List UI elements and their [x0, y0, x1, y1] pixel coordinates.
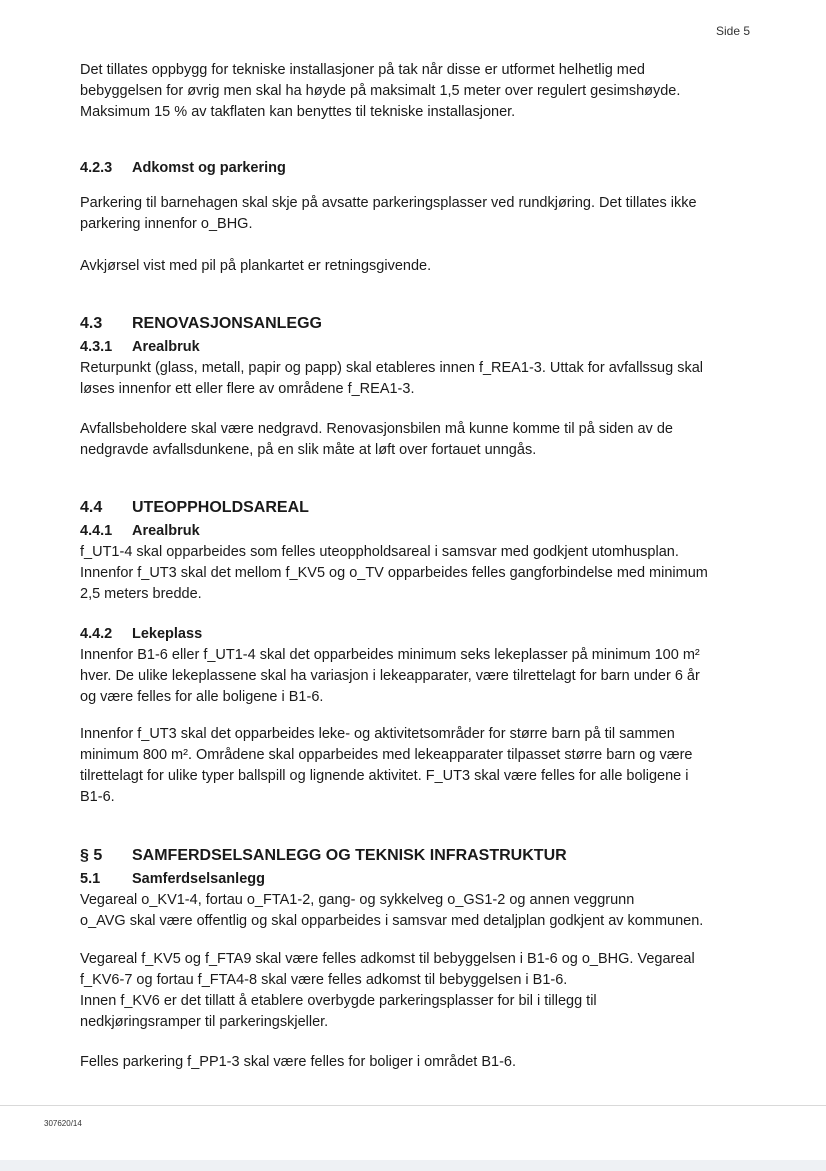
text-line: 2,5 meters bredde. [80, 586, 202, 602]
paragraph [80, 256, 760, 277]
heading-5-1 [80, 869, 760, 890]
scan-edge [0, 1160, 826, 1171]
footer-divider [0, 1105, 826, 1106]
text-line: Returpunkt (glass, metall, papir og papp) skal etableres innen f_REA1-3. Uttak for avfallssug skal [80, 360, 704, 376]
section-number: 4.2.3 [80, 160, 113, 176]
page-number: Side 5 [716, 24, 751, 38]
section-number: 4.3.1 [80, 339, 113, 355]
heading-4-4-1 [80, 521, 760, 542]
text-line: Innenfor f_UT3 skal det opparbeides leke- og aktivitetsområder for større barn på til sammen [80, 726, 675, 742]
text-line: Parkering til barnehagen skal skje på avsatte parkeringsplasser ved rundkjøring. Det tillates ikke [80, 195, 697, 211]
text-line: nedkjøringsramper til parkeringskjeller. [80, 1014, 329, 1030]
paragraph [80, 890, 760, 932]
text-line: Det tillates oppbygg for tekniske installasjoner på tak når disse er utformet helhetlig med [80, 62, 645, 78]
text-line: f_KV6-7 og fortau f_FTA4-8 skal være felles adkomst til bebyggelsen i B1-6. [80, 972, 568, 988]
text-line: tilrettelagt for ulike typer ballspill og lignende aktivitet. F_UT3 skal være felles for alle boligene i [80, 768, 689, 784]
paragraph [80, 1052, 760, 1073]
text-line: og være felles for alle boligene i B1-6. [80, 689, 324, 705]
text-line: bebyggelsen for øvrig men skal ha høyde på maksimalt 1,5 meter over regulert gesimshøyde. [80, 83, 681, 99]
paragraph [80, 193, 760, 235]
text-line: Avkjørsel vist med pil på plankartet er retningsgivende. [80, 258, 432, 274]
text-line: hver. De ulike lekeplassene skal ha variasjon i lekeapparater, være tilrettelagt for barn under 6 år [80, 668, 700, 684]
heading-4-2-3 [80, 158, 760, 179]
text-line: Avfallsbeholdere skal være nedgravd. Renovasjonsbilen må kunne komme til på siden av de [80, 421, 673, 437]
text-line: B1-6. [80, 789, 115, 805]
section-number: 4.4.2 [80, 626, 113, 642]
heading-4-4-2 [80, 624, 760, 645]
paragraph [80, 645, 760, 708]
text-line: o_AVG skal være offentlig og skal opparbeides i samsvar med detaljplan godkjent av kommunen. [80, 913, 704, 929]
text-line: Maksimum 15 % av takflaten kan benyttes til tekniske installasjoner. [80, 104, 516, 120]
heading-paragraph-5 [80, 845, 760, 866]
text-line: nedgravde avfallsdunkene, på en slik måte at løft over fortauet unngås. [80, 442, 537, 458]
heading-4-4 [80, 497, 760, 518]
section-title: Adkomst og parkering [132, 160, 286, 176]
paragraph [80, 419, 760, 461]
section-number: § 5 [80, 847, 103, 864]
footer-document-code: 307620/14 [44, 1119, 82, 1128]
text-line: Innenfor f_UT3 skal det mellom f_KV5 og o_TV opparbeides felles gangforbindelse med minimum [80, 565, 708, 581]
text-line: Innen f_KV6 er det tillatt å etablere overbygde parkeringsplasser for bil i tillegg til [80, 993, 597, 1009]
section-number: 4.4.1 [80, 523, 113, 539]
section-title: SAMFERDSELSANLEGG OG TEKNISK INFRASTRUKTUR [132, 847, 567, 864]
paragraph [80, 542, 760, 605]
section-number: 5.1 [80, 871, 101, 887]
text-line: parkering innenfor o_BHG. [80, 216, 253, 232]
heading-4-3 [80, 313, 760, 334]
text-line: løses innenfor ett eller flere av områdene f_REA1-3. [80, 381, 415, 397]
paragraph [80, 358, 760, 400]
section-number: 4.3 [80, 315, 103, 332]
paragraph [80, 724, 760, 808]
section-number: 4.4 [80, 499, 103, 516]
section-title: Samferdselsanlegg [132, 871, 265, 887]
heading-4-3-1 [80, 337, 760, 358]
text-line: minimum 800 m². Områdene skal opparbeides med lekeapparater tilpasset større barn og være [80, 747, 693, 763]
section-title: RENOVASJONSANLEGG [132, 315, 322, 332]
section-title: Arealbruk [132, 339, 200, 355]
text-line: Vegareal f_KV5 og f_FTA9 skal være felles adkomst til bebyggelsen i B1-6 og o_BHG. Vegareal [80, 951, 695, 967]
section-title: Lekeplass [132, 626, 203, 642]
intro-paragraph [80, 60, 760, 123]
text-line: Felles parkering f_PP1-3 skal være felles for boliger i området B1-6. [80, 1054, 516, 1070]
text-line: f_UT1-4 skal opparbeides som felles uteoppholdsareal i samsvar med godkjent utomhusplan. [80, 544, 679, 560]
text-line: Innenfor B1-6 eller f_UT1-4 skal det opparbeides minimum seks lekeplasser på minimum 100 m² [80, 647, 700, 663]
section-title: Arealbruk [132, 523, 200, 539]
paragraph [80, 949, 760, 1033]
text-line: Vegareal o_KV1-4, fortau o_FTA1-2, gang- og sykkelveg o_GS1-2 og annen veggrunn [80, 892, 635, 908]
section-title: UTEOPPHOLDSAREAL [132, 499, 309, 516]
